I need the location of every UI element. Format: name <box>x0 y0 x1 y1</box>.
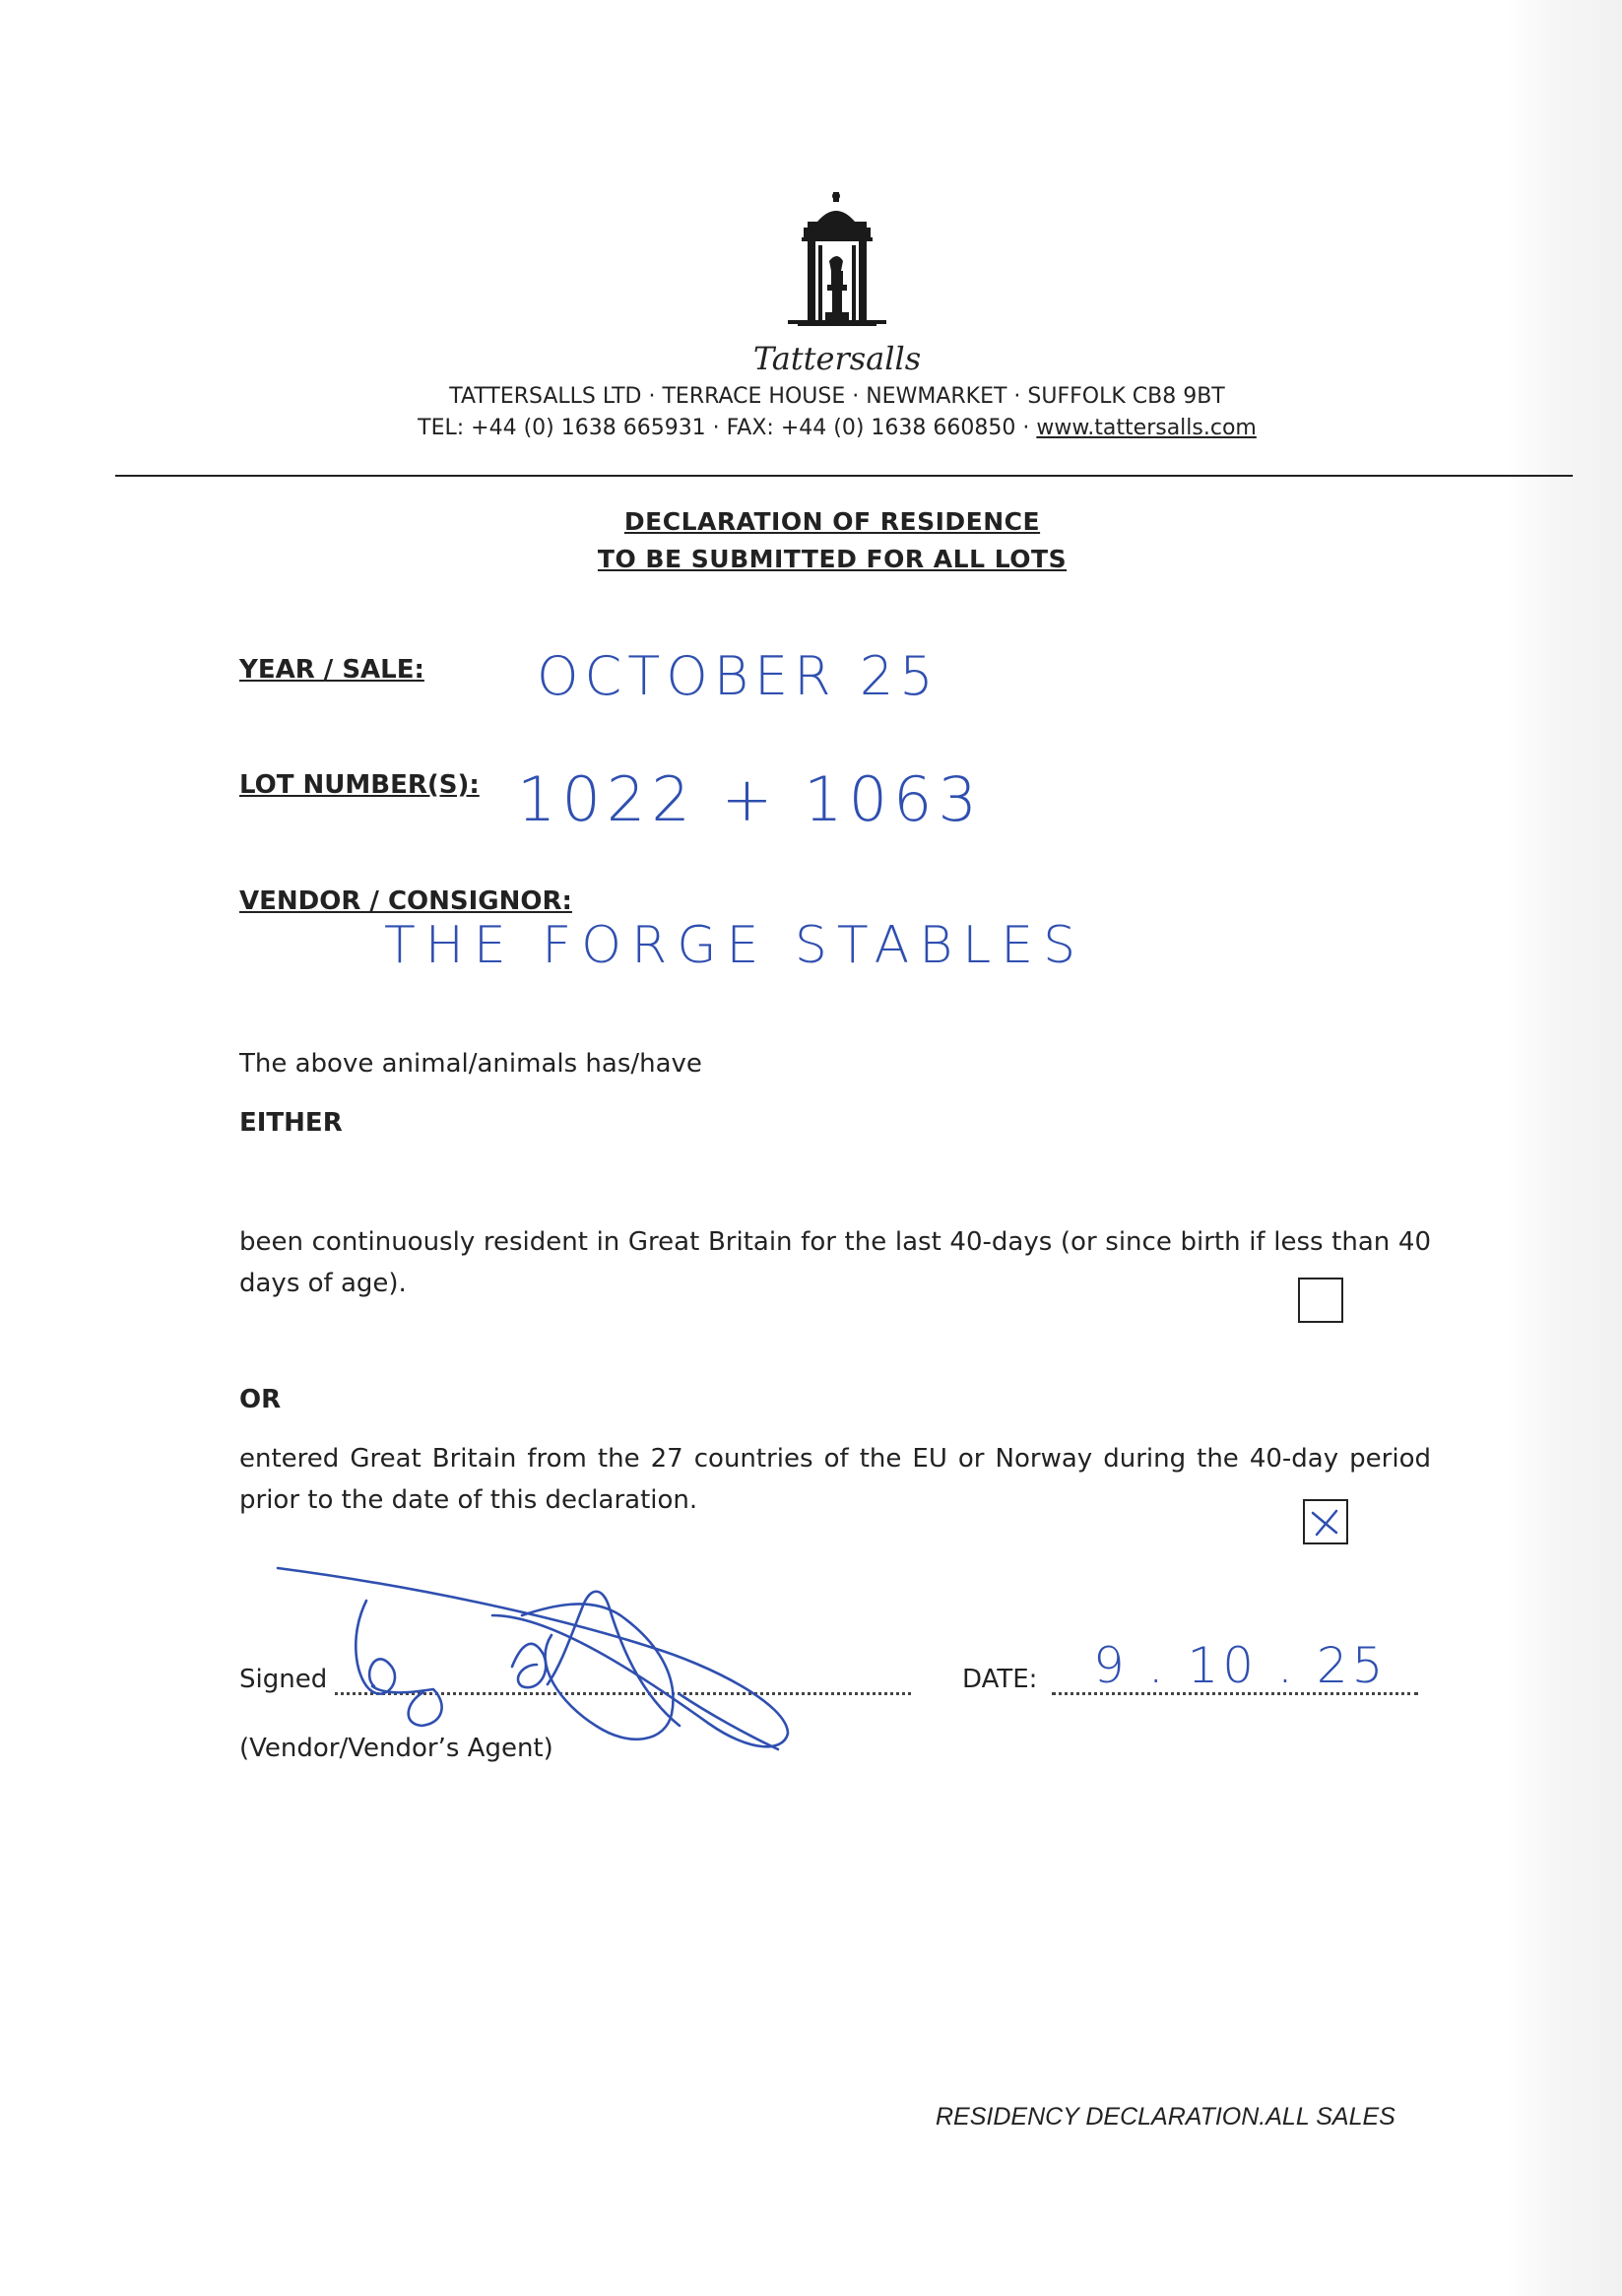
checkbox-cross-mark <box>1305 1501 1346 1542</box>
website-link[interactable]: www.tattersalls.com <box>1036 416 1257 440</box>
year-sale-label: YEAR / SALE: <box>239 655 424 685</box>
company-contact <box>0 416 1622 440</box>
document-subtitle: TO BE SUBMITTED FOR ALL LOTS <box>597 545 1068 573</box>
year-sale-value[interactable]: OCTOBER 25 <box>537 645 940 707</box>
contact-phone-fax: TEL: +44 (0) 1638 665931 · FAX: +44 (0) 1638 660850 · <box>418 416 1037 440</box>
signer-role: (Vendor/Vendor’s Agent) <box>239 1734 553 1763</box>
date-value[interactable]: 9 . 10 . 25 <box>1093 1637 1388 1694</box>
statement-intro: The above animal/animals has/have <box>239 1049 702 1079</box>
header-divider <box>115 475 1573 477</box>
or-label: OR <box>239 1385 282 1414</box>
option-resident-checkbox[interactable] <box>1298 1278 1343 1323</box>
option-resident-text: been continuously resident in Great Britain for the last 40-days (or since birth if less than 40 days of age). <box>239 1227 1431 1298</box>
signature-line[interactable] <box>335 1692 911 1695</box>
vendor-consignor-value[interactable]: THE FORGE STABLES <box>384 916 1086 975</box>
document-title: DECLARATION OF RESIDENCE <box>623 507 1041 536</box>
date-label: DATE: <box>962 1665 1038 1694</box>
lot-numbers-label: LOT NUMBER(S): <box>239 770 480 800</box>
form-reference: RESIDENCY DECLARATION.ALL SALES <box>936 2103 1395 2131</box>
company-address: TATTERSALLS LTD · TERRACE HOUSE · NEWMARKET · SUFFOLK CB8 9BT <box>449 384 1225 409</box>
option-entered-checkbox[interactable] <box>1303 1499 1348 1544</box>
tattersalls-pavilion-logo <box>778 192 896 340</box>
either-label: EITHER <box>239 1108 343 1138</box>
lot-numbers-value[interactable]: 1022 + 1063 <box>517 763 983 835</box>
brand-name: Tattersalls <box>752 340 922 377</box>
option-entered-text: entered Great Britain from the 27 countries of the EU or Norway during the 40-day period prior to the date of this declaration. <box>239 1444 1431 1515</box>
vendor-consignor-label: VENDOR / CONSIGNOR: <box>239 886 572 916</box>
signed-label: Signed <box>239 1665 328 1694</box>
